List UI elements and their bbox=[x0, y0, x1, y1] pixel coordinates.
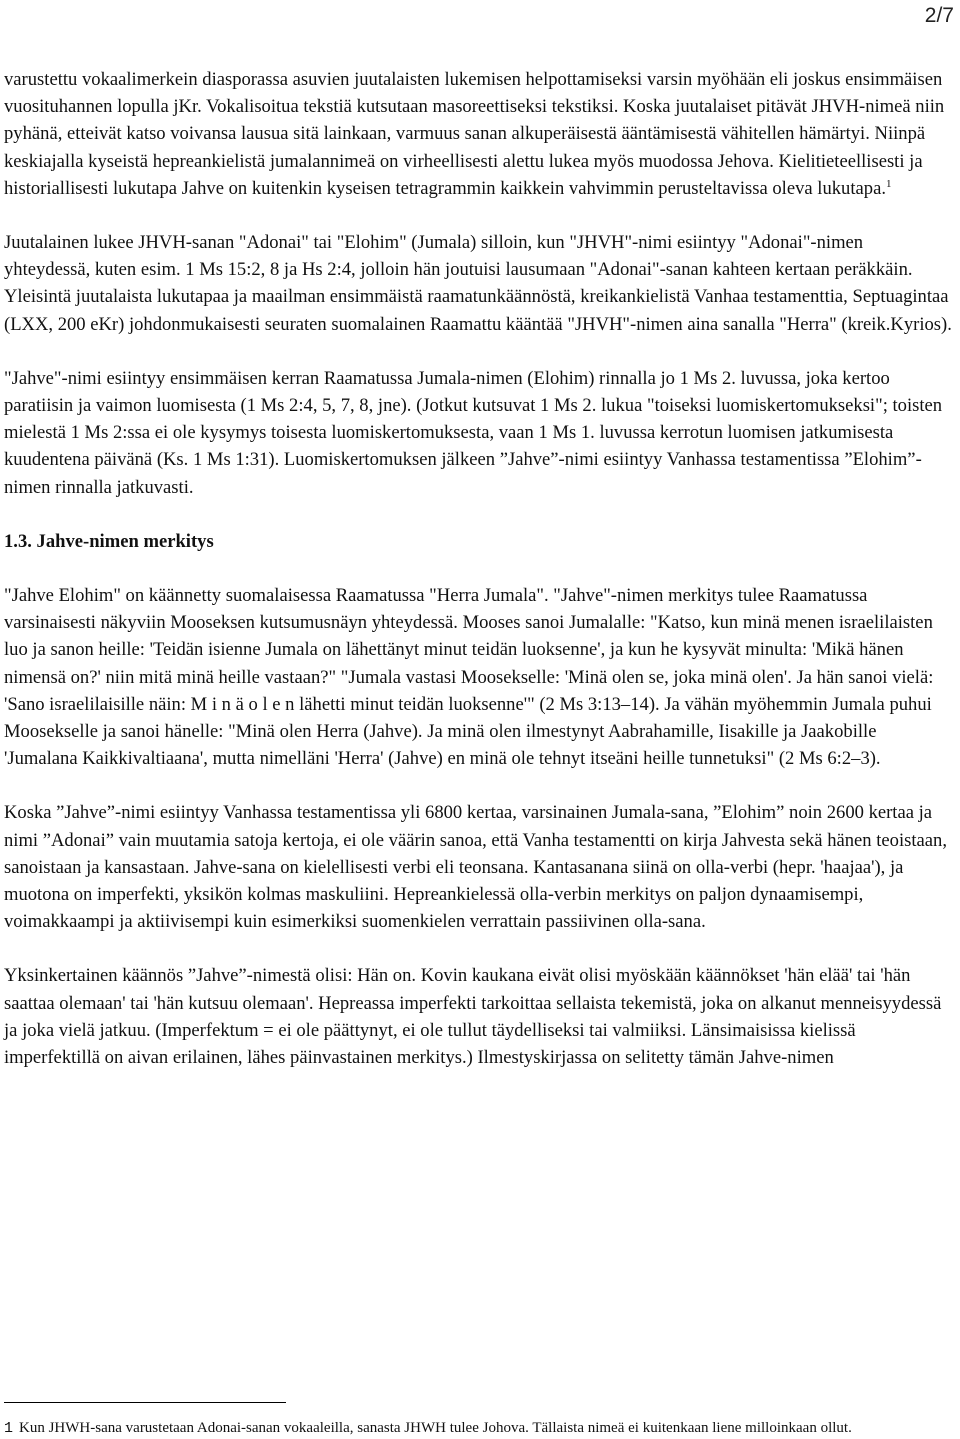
footnote-ref[interactable]: 1 bbox=[885, 177, 892, 190]
document-body bbox=[4, 66, 952, 1098]
footnote-text: Kun JHWH-sana varustetaan Adonai-sanan vokaaleilla, sanasta JHWH tulee Johova. Tällaista nimeä ei kuitenkaan liene milloinkaan ollut. bbox=[19, 1420, 852, 1436]
footnote-number: 1 bbox=[4, 1420, 14, 1437]
paragraph-text: Yksinkertainen käännös ”Jahve”-nimestä olisi: Hän on. Kovin kaukana eivät olisi myöskään käännökset 'hän elää' tai 'hän saattaa olemaan' tai 'hän kutsuu olemaan'. Hepreassa imperfekti tarkoittaa sellaista tekemistä, joka on alkanut menneisyydessä ja joka vielä jatkuu. (Imperfektum = ei ole päättynyt, ei ole tullut täydelliseksi tai valmiiksi. Länsimaisissa kielissä imperfektillä on aivan erilainen, lähes päinvastainen merkitys.) Ilmestyskirjassa on selitetty tämän Jahve-nimen bbox=[4, 965, 942, 1069]
paragraph-text: Koska ”Jahve”-nimi esiintyy Vanhassa testamentissa yli 6800 kertaa, varsinainen Jumala-sana, ”Elohim” noin 2600 kertaa ja nimi ”Adonai” vain muutamia satoja kertoja, ei ole väärin sanoa, että Vanha testamentti on kirja Jahvesta sekä hänen teoistaan, sanoistaan ja kansastaan. Jahve-sana on kielellisesti verbi eli teonsana. Kantasanana siinä on olla-verbi (hepr. 'haajaa'), ja muotona on imperfekti, yksikön kolmas maskuliini. Hepreankielessä olla-verbin merkitys on paljon dynaamisempi, voimakkaampi ja aktiivisempi kuin esimerkiksi suomenkielen verrattain passiivinen olla-sana. bbox=[4, 802, 947, 933]
paragraph-text: Juutalainen lukee JHVH-sanan "Adonai" tai "Elohim" (Jumala) silloin, kun "JHVH"-nimi esiintyy "Adonai"-nimen yhteydessä, kuten esim. 1 Ms 15:2, 8 ja Hs 2:4, jolloin hän joutuisi lausumaan "Adonai"-sanan kahteen kertaan peräkkäin. Yleisintä juutalaista lukutapaa ja maailman ensimmäistä raamatunkäännöstä, kreikankielistä Vanhaa testamenttia, Septuagintaa (LXX, 200 eKr) johdonmukaisesti seuraten suomalainen Raamattu kääntää "JHVH"-nimen aina sanalla "Herra" (kreik.Kyrios). bbox=[4, 232, 952, 335]
footnote-divider bbox=[4, 1402, 286, 1403]
paragraph bbox=[4, 365, 952, 501]
paragraph bbox=[4, 799, 952, 935]
section-heading: 1.3. Jahve-nimen merkitys bbox=[4, 530, 214, 552]
paragraph bbox=[4, 229, 952, 338]
paragraph bbox=[4, 582, 952, 772]
paragraph bbox=[4, 66, 952, 202]
paragraph-text: "Jahve Elohim" on käännetty suomalaisessa Raamatussa "Herra Jumala". "Jahve"-nimen merkitys tulee Raamatussa varsinaisesti näkyviin Mooseksen kutsumusnäyn yhteydessä. Mooses sanoi Jumalalle: "Katso, kun minä menen israelilaisten luo ja sanon heille: 'Teidän isienne Jumala on lähettänyt minut teidän luoksenne', ja kun he kysyvät minulta: 'Mikä hänen nimensä on?' niin mitä minä heille vastaan?" "Jumala vastasi Moosekselle: 'Minä olen se, joka minä olen'. Ja hän sanoi vielä: 'Sano israelilaisille näin: M i n ä o l e n lähetti minut teidän luoksenne'" (2 Ms 3:13–14). Ja vähän myöhemmin Jumala puhui Moosekselle ja sanoi hänelle: "Minä olen Herra (Jahve). Ja minä olen ilmestynyt Aabrahamille, Iisakille ja Jaakobille 'Jumalana Kaikkivaltiaana', mutta nimelläni 'Herra' (Jahve) en minä ole tehnyt itseäni heille tunnetuksi" (2 Ms 6:2–3). bbox=[4, 585, 934, 770]
page-number: 2/7 bbox=[924, 4, 954, 27]
paragraph bbox=[4, 962, 952, 1071]
paragraph-text: varustettu vokaalimerkein diasporassa asuvien juutalaisten lukemisen helpottamiseksi varsin myöhään eli joskus ensimmäisen vuosituhannen lopulla jKr. Vokalisoitua tekstiä kutsutaan masoreettiseksi tekstiksi. Koska juutalaiset pitävät JHVH-nimeä niin pyhänä, etteivät katso voivansa lausua sitä lainkaan, varmuus sanan alkuperäisestä ääntämisestä vähitellen hämärtyi. Niinpä keskiajalla kyseistä hepreankielistä jumalannimeä on virheellisesti alettu lukea myös muodossa Jehova. Kielitieteellisesti ja historiallisesti lukutapa Jahve on kuitenkin kyseisen tetragrammin kaikkein vahvimmin perusteltavissa oleva lukutapa. bbox=[4, 69, 945, 199]
paragraph-text: "Jahve"-nimi esiintyy ensimmäisen kerran Raamatussa Jumala-nimen (Elohim) rinnalla jo 1 Ms 2. luvussa, joka kertoo paratiisin ja vaimon luomisesta (1 Ms 2:4, 5, 7, 8, jne). (Jotkut kutsuvat 1 Ms 2. lukua "toiseksi luomiskertomukseksi"; toisten mielestä 1 Ms 2:ssa ei ole kysymys toisesta luomiskertomuksesta, vaan 1 Ms 1. luvussa kerrotun luomisen jatkumisesta kuudentena päivänä (Ks. 1 Ms 1:31). Luomiskertomuksen jälkeen ”Jahve”-nimi esiintyy Vanhassa testamentissa ”Elohim”-nimen rinnalla jatkuvasti. bbox=[4, 367, 943, 498]
